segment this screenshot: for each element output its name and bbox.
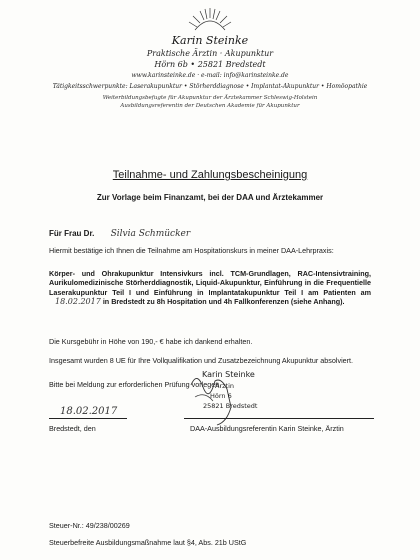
signer-label: DAA-Ausbildungsreferentin Karin Steinke, Ärztin [190,424,344,433]
header-name: Karin Steinke [171,34,249,47]
header-board-line-2: Ausbildungsreferentin der Deutschen Akademie für Akupunktur [120,103,300,109]
header-board-line-1: Weiterbildungsbefugte für Akupunktur der Ärztekammer Schleswig-Holstein [102,95,318,101]
course-location: in Bredstedt zu 8h Hospitation und 4h Fallkonferenzen (siehe Anhang). [102,297,345,307]
header-web-line: www.karinsteinke.de · e-mail: info@karinsteinke.de [131,72,289,79]
sun-logo-icon [185,6,235,32]
exam-note-paragraph: Bitte bei Meldung zur erforderlichen Prüfung vorlegen. [49,380,222,389]
course-date-handwritten: 18.02.2017 [55,297,101,307]
fee-paragraph: Die Kursgebühr in Höhe von 190,- € habe ich dankend erhalten. [49,337,253,346]
document-subtitle: Zur Vorlage beim Finanzamt, bei der DAA und Ärztekammer [96,193,324,202]
place-label: Bredstedt, den [49,424,96,433]
stamp-line-2: Hörn 6 [210,392,232,400]
stamp-name: Karin Steinke [202,370,255,379]
header-title-line: Praktische Ärztin · Akupunktur [146,49,274,58]
date-signature-rule [49,418,127,419]
tax-exemption-note: Steuerbefreite Ausbildungsmaßnahme laut §4, Abs. 21b UStG [49,538,247,547]
stamp-line-1: Ärztin [215,382,235,390]
tax-number: Steuer-Nr.: 49/238/00269 [49,521,130,530]
signature-date-handwritten: 18.02.2017 [60,406,118,417]
header-address-line: Hörn 6b • 25821 Bredstedt [154,60,266,69]
recipient-name-handwritten: Silvia Schmücker [110,229,191,239]
recipient-line [49,229,190,239]
header-focus-line: Tätigkeitsschwerpunkte: Laserakupunktur • Störherddiagnose • Implantat-Akupunktur • Homöopathie [52,83,368,90]
units-paragraph: Insgesamt wurden 8 UE für Ihre Vollqualifikation und Zusatzbezeichnung Akupunktur absolviert. [49,356,354,365]
stamp-line-3: 25821 Bredstedt [203,402,258,410]
course-description: Körper- und Ohrakupunktur Intensivkurs incl. TCM-Grundlagen, RAC-Intensivtraining, Aurikulomedizinische Störherddiagnostik, Liquid-Akupunktur, Einführung in die Frequentielle Laserakupunktur Teil I und Einführung in Implantatakupunktur Teil I am Patienten am [49,269,371,297]
signer-signature-rule [184,418,374,419]
document-title: Teilnahme- und Zahlungsbescheinigung [112,169,308,181]
confirmation-paragraph: Hiermit bestätige ich Ihnen die Teilnahme am Hospitationskurs in meiner DAA-Lehrpraxis: [49,246,334,255]
course-paragraph [49,269,371,307]
recipient-label: Für Frau Dr. [49,229,95,238]
